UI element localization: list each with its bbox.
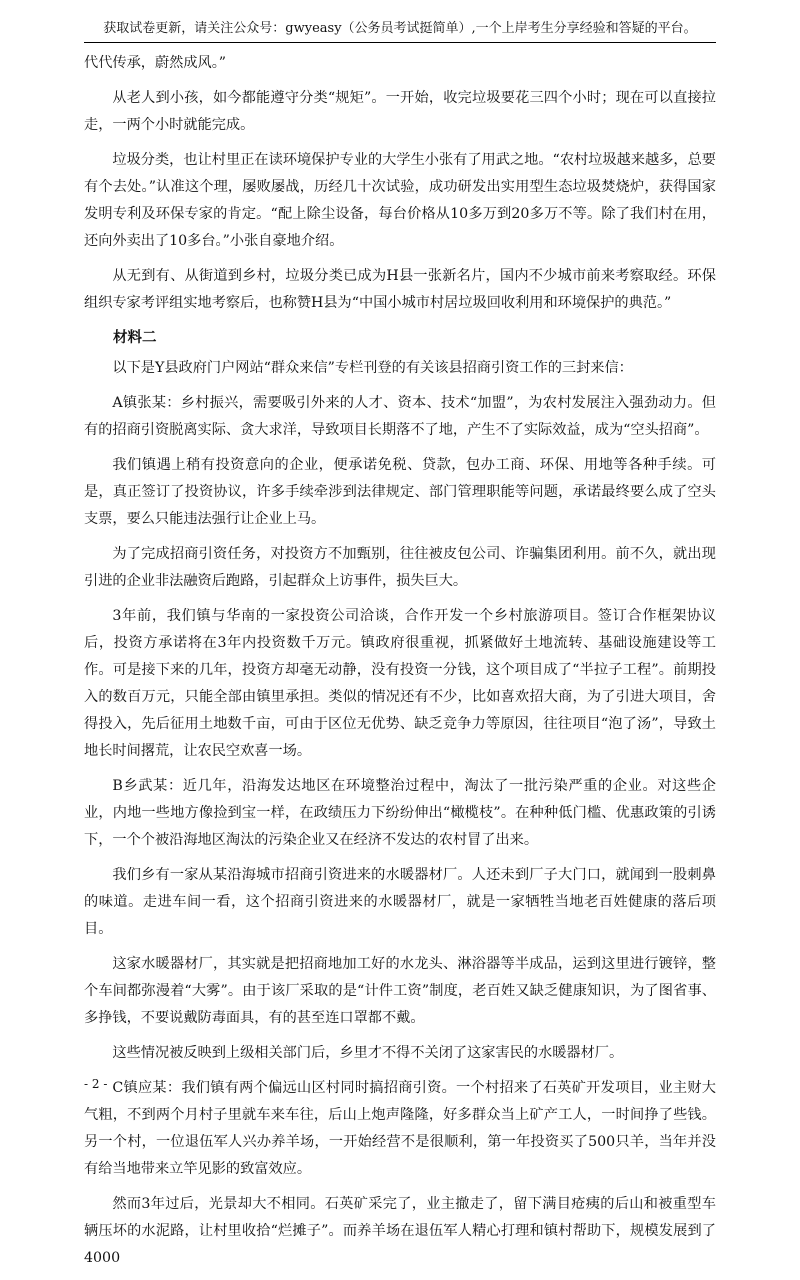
paragraph: 这家水暖器材厂，其实就是把招商地加工好的水龙头、淋浴器等半成品，运到这里进行镀锌，整个车间都弥漫着“大雾”。由于该厂采取的是“计件工资”制度，老百姓又缺乏健康知识，为了图省事、多挣钱，不要说戴防毒面具，有的甚至连口罩都不戴。 (84, 956, 716, 1026)
paragraph: 代代传承，蔚然成风。” (84, 55, 227, 71)
page-number: - 2 - (84, 1077, 108, 1091)
section-title: 材料二 (113, 330, 157, 346)
paragraph: 从老人到小孩，如今都能遵守分类“规矩”。一开始，收完垃圾要花三四个小时；现在可以直接拉走，一两个小时就能完成。 (84, 90, 716, 133)
paragraph: 然而3年过后，光景却大不相同。石英矿采完了，业主撤走了，留下满目疮痍的后山和被重型车辆压坏的水泥路，让村里收拾“烂摊子”。而养羊场在退伍军人精心打理和镇村帮助下，规模发展到了4000 (84, 1196, 716, 1266)
paragraph: 我们乡有一家从某沿海城市招商引资进来的水暖器材厂。人还未到厂子大门口，就闻到一股刺鼻的味道。走进车间一看，这个招商引资进来的水暖器材厂，就是一家牺牲当地老百姓健康的落后项目。 (84, 867, 716, 937)
paragraph: 这些情况被反映到上级相关部门后，乡里才不得不关闭了这家害民的水暖器材厂。 (112, 1045, 624, 1061)
paragraph: 我们镇遇上稍有投资意向的企业，便承诺免税、贷款，包办工商、环保、用地等各种手续。可是，真正签订了投资协议，许多手续牵涉到法律规定、部门管理职能等问题，承诺最终要么成了空头支票，要么只能违法强行让企业上马。 (84, 457, 716, 527)
paragraph: 从无到有、从街道到乡村，垃圾分类已成为H县一张新名片，国内不少城市前来考察取经。环保组织专家考评组实地考察后，也称赞H县为“中国小城市村居垃圾回收利用和环境保护的典范。” (84, 268, 716, 311)
paragraph: 以下是Y县政府门户网站“群众来信”专栏刊登的有关该县招商引资工作的三封来信： (112, 360, 633, 376)
paragraph: A镇张某：乡村振兴，需要吸引外来的人才、资本、技术“加盟”，为农村发展注入强劲动力。但有的招商引资脱离实际、贪大求洋，导致项目长期落不了地，产生不了实际效益，成为“空头招商”。 (84, 395, 716, 438)
paragraph: 垃圾分类，也让村里正在读环境保护专业的大学生小张有了用武之地。“农村垃圾越来越多，总要有个去处。”认准这个理，屡败屡战，历经几十次试验，成功研发出实用型生态垃圾焚烧炉，获得国家发明专利及环保专家的肯定。“配上除尘设备，每台价格从10多万到20多万不等。除了我们村在用，还向外卖出了10多台。”小张自豪地介绍。 (84, 152, 716, 249)
header-text: 获取试卷更新，请关注公众号：gwyeasy（公务员考试挺简单）,一个上岸考生分享经验和答疑的平台。 (103, 21, 697, 36)
document-body (84, 50, 716, 1280)
paragraph: C镇应某：我们镇有两个偏远山区村同时搞招商引资。一个村招来了石英矿开发项目，业主财大气粗，不到两个月村子里就车来车往，后山上炮声隆隆，好多群众当上矿产工人，一时间挣了些钱。另一个村，一位退伍军人兴办养羊场，一开始经营不是很顺利，第一年投资买了500只羊，当年并没有给当地带来立竿见影的致富效应。 (84, 1080, 716, 1177)
paragraph: 为了完成招商引资任务，对投资方不加甄别，往往被皮包公司、诈骗集团利用。前不久，就出现引进的企业非法融资后跑路，引起群众上访事件，损失巨大。 (84, 546, 716, 589)
paragraph: 3年前，我们镇与华南的一家投资公司洽谈，合作开发一个乡村旅游项目。签订合作框架协议后，投资方承诺将在3年内投资数千万元。镇政府很重视，抓紧做好土地流转、基础设施建设等工作。可是接下来的几年，投资方却毫无动静，没有投资一分钱，这个项目成了“半拉子工程”。前期投入的数百万元，只能全部由镇里承担。类似的情况还有不少，比如喜欢招大商，为了引进大项目，舍得投入，先后征用土地数千亩，可由于区位无优势、缺乏竞争力等原因，往往项目“泡了汤”，导致土地长时间撂荒，让农民空欢喜一场。 (84, 608, 716, 759)
page-header (84, 20, 716, 43)
paragraph: B乡武某：近几年，沿海发达地区在环境整治过程中，淘汰了一批污染严重的企业。对这些企业，内地一些地方像捡到宝一样，在政绩压力下纷纷伸出“橄榄枝”。在种种低门槛、优惠政策的引诱下，一个个被沿海地区淘汰的污染企业又在经济不发达的农村冒了出来。 (84, 778, 716, 848)
